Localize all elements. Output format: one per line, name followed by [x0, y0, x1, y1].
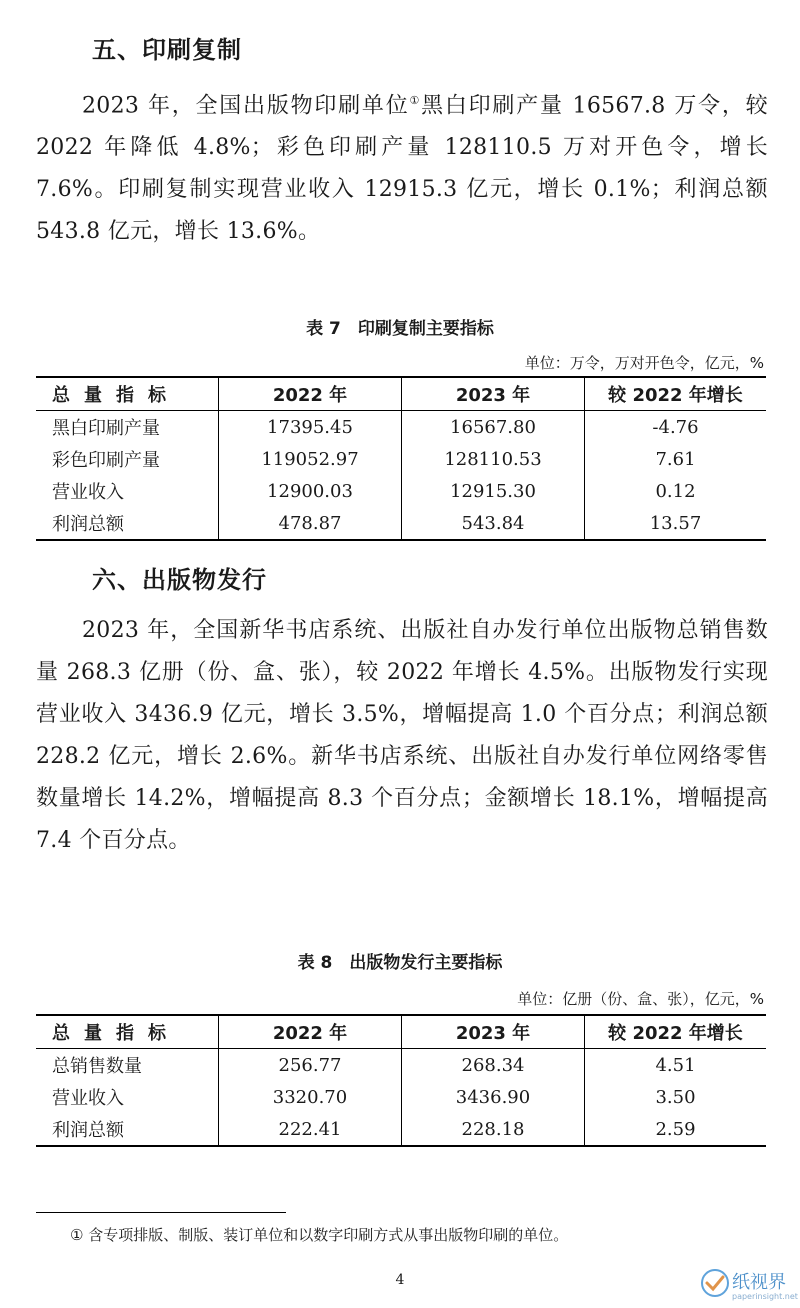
page-number: 4: [395, 1272, 405, 1288]
value-growth: 13.57: [585, 507, 767, 540]
value-2022: 119052.97: [219, 443, 402, 475]
value-growth: 4.51: [655, 1054, 696, 1076]
value-2022: 256.77: [219, 1049, 402, 1082]
table-row: [36, 1113, 766, 1146]
value-growth: 3.50: [655, 1086, 696, 1108]
footnote-text: ① 含专项排版、制版、装订单位和以数字印刷方式从事出版物印刷的单位。: [70, 1226, 569, 1244]
row-label: 营业收入: [36, 475, 219, 507]
table7-title: 表 7 印刷复制主要指标: [306, 319, 494, 339]
value-growth: -4.76: [652, 416, 699, 438]
row-label: 彩色印刷产量: [36, 443, 219, 475]
table-header-row: [36, 1015, 766, 1049]
value-2023: 16567.80: [402, 411, 585, 444]
table7-unit: 单位：万令，万对开色令，亿元，%: [524, 354, 764, 372]
header-indicator: 总量指标: [36, 1015, 219, 1049]
paperinsight-logo-icon: [700, 1268, 730, 1298]
value-2023: 268.34: [402, 1049, 585, 1082]
table-row: [36, 1081, 766, 1113]
row-label: 营业收入: [36, 1081, 219, 1113]
value-2023: 3436.90: [402, 1081, 585, 1113]
row-label: 利润总额: [36, 1113, 219, 1146]
value-growth: 2.59: [585, 1113, 767, 1146]
value-2023: 12915.30: [402, 475, 585, 507]
header-indicator: 总量指标: [36, 377, 219, 411]
section-heading-printing: 五、印刷复制: [92, 36, 242, 64]
table-row: [36, 507, 766, 540]
header-2022: 2022 年: [219, 1015, 402, 1049]
header-2023: 2023 年: [402, 1015, 585, 1049]
watermark-url: paperinsight.net: [732, 1292, 798, 1301]
footnote-mark[interactable]: ①: [409, 94, 422, 107]
table-row: [36, 1049, 766, 1082]
value-2023: 228.18: [402, 1113, 585, 1146]
footnote-divider: [36, 1212, 286, 1213]
value-2022: 222.41: [219, 1113, 402, 1146]
watermark-name: 纸视界: [732, 1272, 786, 1293]
table-row: [36, 411, 766, 444]
header-2022: 2022 年: [219, 377, 402, 411]
table-row: [36, 443, 766, 475]
value-2023: 128110.53: [402, 443, 585, 475]
value-2023: 543.84: [402, 507, 585, 540]
value-2022: 478.87: [219, 507, 402, 540]
table-row: [36, 475, 766, 507]
row-label: 黑白印刷产量: [36, 411, 219, 444]
value-2022: 12900.03: [219, 475, 402, 507]
table-header-row: [36, 377, 766, 411]
header-growth: 较 2022 年增长: [585, 1015, 767, 1049]
row-label: 总销售数量: [36, 1049, 219, 1082]
distribution-paragraph: 2023 年，全国新华书店系统、出版社自办发行单位出版物总销售数量 268.3 亿册（份、盒、张），较 2022 年增长 4.5%。出版物发行实现营业收入 3436.9 亿元，增长 3.5%，增幅提高 1.0 个百分点；利润总额 228.2 亿元，增长 2.6%。新华书店系统、出版社自办发行单位网络零售数量增长 14.2%，增幅提高 8.3 个百分点；金额增长 18.1%，增幅提高 7.4 个百分点。: [36, 618, 768, 853]
value-growth: 0.12: [655, 480, 696, 502]
row-label: 利润总额: [36, 507, 219, 540]
printing-paragraph: 2023 年，全国出版物印刷单位①黑白印刷产量 16567.8 万令，较 2022 年降低 4.8%；彩色印刷产量 128110.5 万对开色令，增长 7.6%。印刷复制实现营业收入 12915.3 亿元，增长 0.1%；利润总额 543.8 亿元，增长 13.6%。: [36, 93, 768, 245]
table8-title: 表 8 出版物发行主要指标: [297, 953, 503, 973]
value-growth: 7.61: [655, 448, 696, 470]
table8-unit: 单位：亿册（份、盒、张），亿元，%: [517, 990, 764, 1008]
header-growth: 较 2022 年增长: [585, 377, 767, 411]
value-2022: 17395.45: [219, 411, 402, 444]
table7: [36, 376, 766, 541]
section-heading-distribution: 六、出版物发行: [92, 566, 267, 594]
header-2023: 2023 年: [402, 377, 585, 411]
value-2022: 3320.70: [219, 1081, 402, 1113]
table8: [36, 1014, 766, 1147]
watermark: [700, 1266, 796, 1306]
